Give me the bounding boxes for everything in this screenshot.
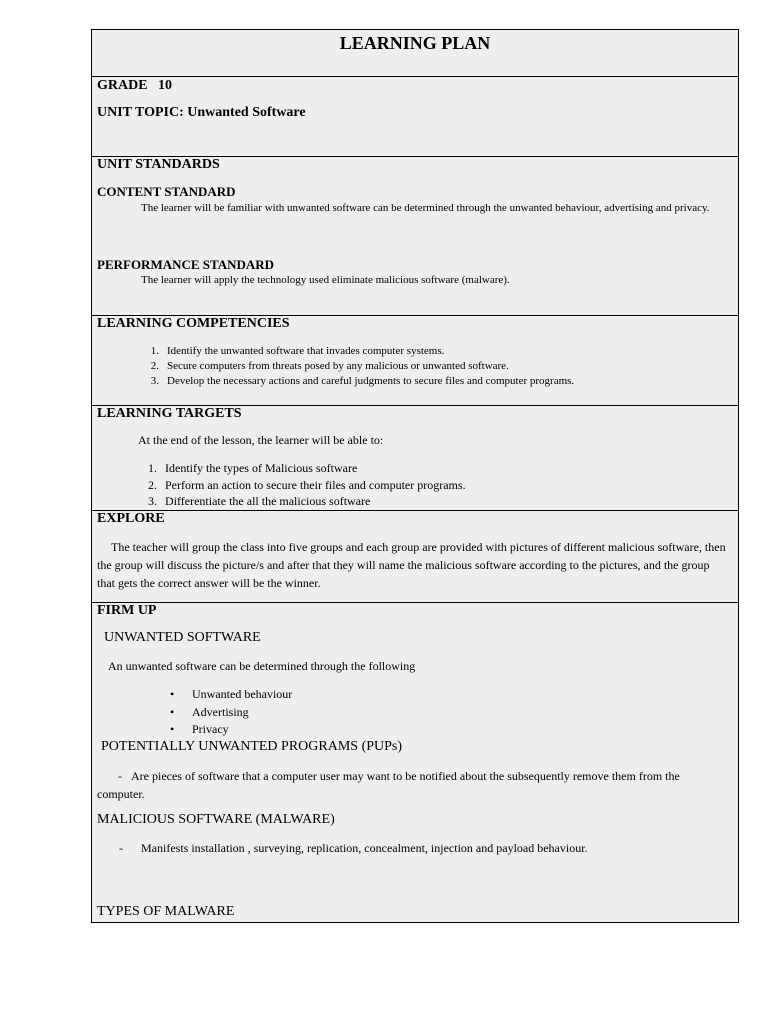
unit-standards-heading: UNIT STANDARDS	[97, 157, 220, 172]
list-item: 1. Identify the types of Malicious software	[148, 461, 358, 475]
learning-targets-section	[92, 405, 738, 510]
list-item: 3. Develop the necessary actions and careful judgments to secure files and computer programs.	[150, 375, 575, 387]
dash-marker: -	[118, 769, 122, 783]
unwanted-software-intro: An unwanted software can be determined through the following	[108, 659, 416, 673]
unit-standards-section	[92, 156, 738, 315]
list-item: 3. Differentiate the all the malicious software	[148, 494, 371, 508]
page-title: LEARNING PLAN	[339, 33, 491, 53]
malware-heading: MALICIOUS SOFTWARE (MALWARE)	[97, 812, 335, 827]
unit-topic: UNIT TOPIC: Unwanted Software	[97, 105, 306, 120]
content-standard-text: The learner will be familiar with unwanted software can be determined through the unwanted behaviour, advertising and privacy.	[141, 202, 710, 214]
types-of-malware-heading: TYPES OF MALWARE	[97, 904, 235, 919]
unwanted-software-heading: UNWANTED SOFTWARE	[104, 630, 261, 645]
list-item: • Unwanted behaviour	[170, 687, 293, 701]
performance-standard-text: The learner will apply the technology used eliminate malicious software (malware).	[141, 274, 510, 286]
list-item: 2. Perform an action to secure their files and computer programs.	[148, 478, 466, 492]
competencies-heading: LEARNING COMPETENCIES	[97, 316, 290, 331]
performance-standard-heading: PERFORMANCE STANDARD	[97, 257, 275, 272]
list-item: • Advertising	[170, 705, 249, 719]
targets-intro: At the end of the lesson, the learner will be able to:	[138, 433, 384, 447]
learning-competencies-section	[92, 315, 738, 405]
explore-heading: EXPLORE	[97, 511, 165, 526]
firm-up-section	[92, 602, 738, 922]
pups-heading: POTENTIALLY UNWANTED PROGRAMS (PUPs)	[101, 739, 403, 754]
grade-section	[92, 76, 738, 156]
bullet-icon: •	[170, 687, 175, 701]
title-section	[92, 30, 738, 76]
pups-text: - Are pieces of software that a computer user may want to be notified about the subsequently remove them from the computer.	[97, 769, 680, 801]
list-item: • Privacy	[170, 722, 229, 736]
list-item: 2. Secure computers from threats posed by any malicious or unwanted software.	[150, 360, 509, 372]
explore-section	[92, 510, 738, 602]
list-item: 1. Identify the unwanted software that invades computer systems.	[150, 345, 445, 357]
learning-plan-table	[91, 29, 739, 923]
explore-text: The teacher will group the class into five groups and each group are provided with pictures of different malicious software, then the group will discuss the picture/s and after that they will name the malicious software according to the pictures, and the group that gets the correct answer will be the winner.	[97, 540, 726, 590]
targets-heading: LEARNING TARGETS	[97, 406, 242, 421]
content-standard-heading: CONTENT STANDARD	[97, 184, 236, 199]
dash-marker: -	[119, 841, 123, 855]
bullet-icon: •	[170, 722, 175, 736]
grade-label: GRADE 10	[97, 78, 173, 93]
malware-text-row: - Manifests installation , surveying, replication, concealment, injection and payload behaviour.	[119, 841, 588, 855]
bullet-icon: •	[170, 705, 175, 719]
firm-up-heading: FIRM UP	[97, 603, 157, 618]
